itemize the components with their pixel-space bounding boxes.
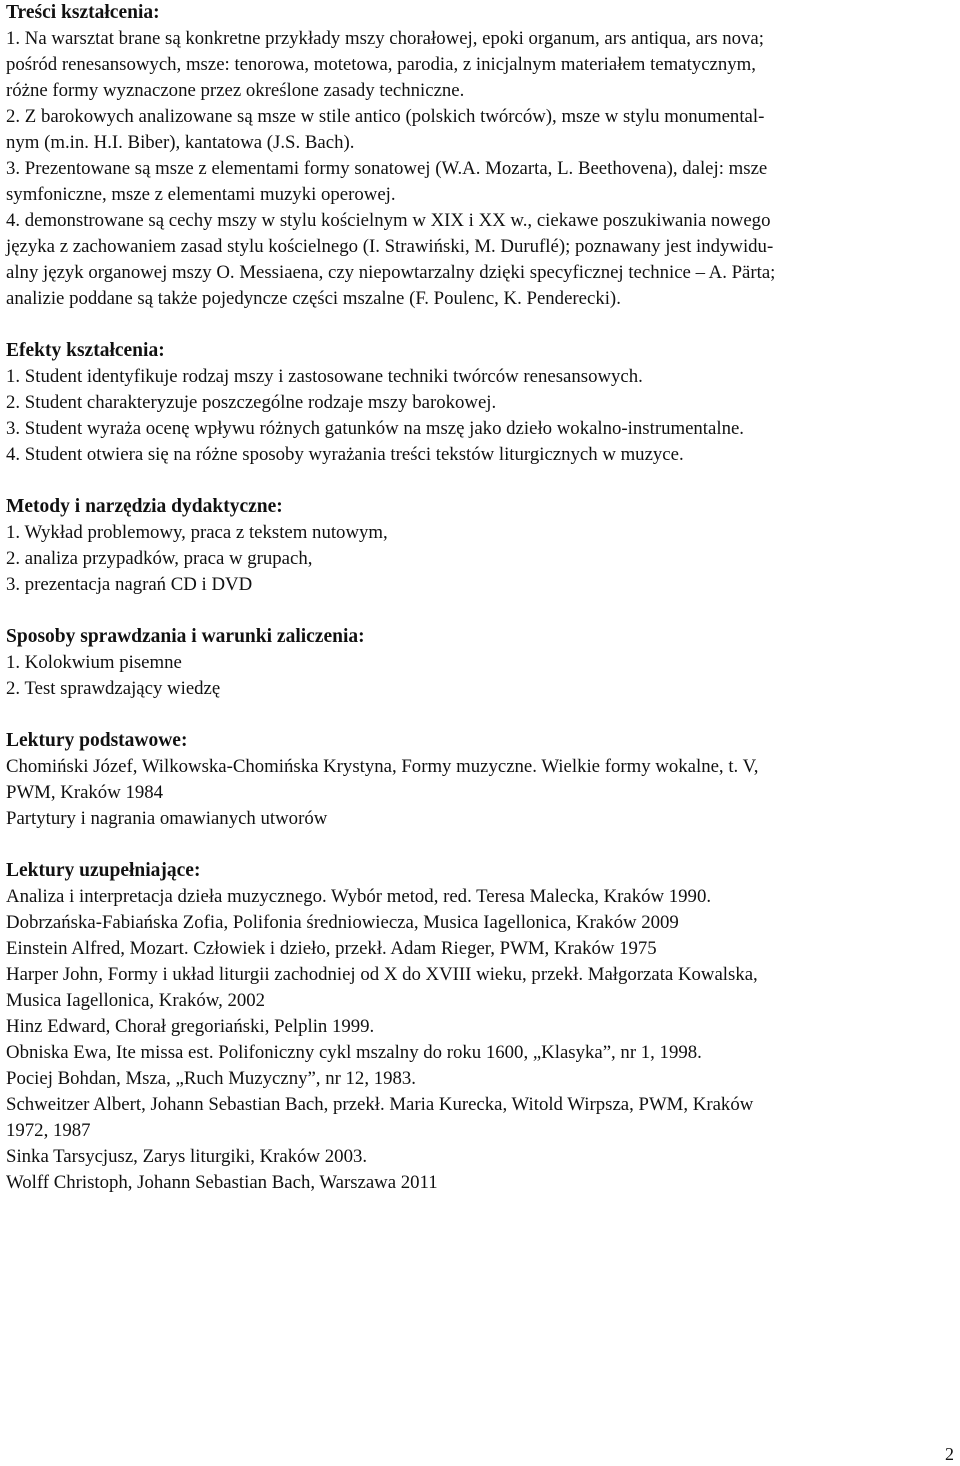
bibliography-entry: 1972, 1987 bbox=[6, 1120, 91, 1141]
text-line: pośród renesansowych, msze: tenorowa, motetowa, parodia, z inicjalnym materiałem tematycznym, bbox=[6, 54, 756, 75]
page-number: 2 bbox=[945, 1444, 954, 1464]
bibliography-entry: Chomiński Józef, Wilkowska-Chomińska Krystyna, Formy muzyczne. Wielkie formy wokalne, t. V, bbox=[6, 756, 759, 777]
text-line: 1. Na warsztat brane są konkretne przykłady mszy chorałowej, epoki organum, ars antiqua, ars nova; bbox=[6, 28, 764, 49]
text-line: języka z zachowaniem zasad stylu kościelnego (I. Strawiński, M. Duruflé); poznawany jest indywidu- bbox=[6, 236, 774, 257]
text-line: 4. demonstrowane są cechy mszy w stylu kościelnym w XIX i XX w., ciekawe poszukiwania nowego bbox=[6, 210, 771, 231]
section-heading: Treści kształcenia: bbox=[6, 2, 160, 23]
bibliography-entry: PWM, Kraków 1984 bbox=[6, 782, 164, 803]
list-item: 1. Student identyfikuje rodzaj mszy i zastosowane techniki twórców renesansowych. bbox=[6, 366, 643, 387]
section-heading: Metody i narzędzia dydaktyczne: bbox=[6, 496, 283, 517]
section-metody-i-narzedzia bbox=[6, 494, 954, 598]
section-sposoby-sprawdzania bbox=[6, 624, 954, 702]
bibliography-entry: Obniska Ewa, Ite missa est. Polifoniczny cykl mszalny do roku 1600, „Klasyka”, nr 1, 1998. bbox=[6, 1042, 702, 1063]
bibliography-entry: Einstein Alfred, Mozart. Człowiek i dzieło, przekł. Adam Rieger, PWM, Kraków 1975 bbox=[6, 938, 657, 959]
text-line: 2. Z barokowych analizowane są msze w stile antico (polskich twórców), msze w stylu monumental- bbox=[6, 106, 765, 127]
section-heading: Lektury uzupełniające: bbox=[6, 860, 201, 881]
text-line: alny język organowej mszy O. Messiaena, czy niepowtarzalny dzięki specyficznej technice – A. Pärta; bbox=[6, 262, 776, 283]
section-efekty-ksztalcenia bbox=[6, 338, 954, 468]
bibliography-entry: Harper John, Formy i układ liturgii zachodniej od X do XVIII wieku, przekł. Małgorzata Kowalska, bbox=[6, 964, 758, 985]
text-line: różne formy wyznaczone przez określone zasady techniczne. bbox=[6, 80, 465, 101]
bibliography-entry: Analiza i interpretacja dzieła muzycznego. Wybór metod, red. Teresa Malecka, Kraków 1990. bbox=[6, 886, 712, 907]
text-line: 3. Prezentowane są msze z elementami formy sonatowej (W.A. Mozarta, L. Beethovena), dalej: msze bbox=[6, 158, 768, 179]
bibliography-entry: Musica Iagellonica, Kraków, 2002 bbox=[6, 990, 266, 1011]
list-item: 2. Student charakteryzuje poszczególne rodzaje mszy barokowej. bbox=[6, 392, 497, 413]
bibliography-entry: Partytury i nagrania omawianych utworów bbox=[6, 808, 328, 829]
text-line: symfoniczne, msze z elementami muzyki operowej. bbox=[6, 184, 396, 205]
section-tresci-ksztalcenia bbox=[6, 0, 954, 312]
section-heading: Lektury podstawowe: bbox=[6, 730, 188, 751]
bibliography-entry: Schweitzer Albert, Johann Sebastian Bach, przekł. Maria Kurecka, Witold Wirpsza, PWM, Kraków bbox=[6, 1094, 754, 1115]
text-line: analizie poddane są także pojedyncze części mszalne (F. Poulenc, K. Penderecki). bbox=[6, 288, 621, 309]
document-page bbox=[6, 0, 954, 1196]
list-item: 4. Student otwiera się na różne sposoby wyrażania treści tekstów liturgicznych w muzyce. bbox=[6, 444, 684, 465]
bibliography-entry: Hinz Edward, Chorał gregoriański, Pelplin 1999. bbox=[6, 1016, 375, 1037]
bibliography-entry: Pociej Bohdan, Msza, „Ruch Muzyczny”, nr 12, 1983. bbox=[6, 1068, 416, 1089]
list-item: 3. prezentacja nagrań CD i DVD bbox=[6, 574, 253, 595]
bibliography-entry: Wolff Christoph, Johann Sebastian Bach, Warszawa 2011 bbox=[6, 1172, 438, 1193]
list-item: 2. Test sprawdzający wiedzę bbox=[6, 678, 221, 699]
bibliography-entry: Dobrzańska-Fabiańska Zofia, Polifonia średniowiecza, Musica Iagellonica, Kraków 2009 bbox=[6, 912, 679, 933]
section-lektury-podstawowe bbox=[6, 728, 954, 832]
bibliography-entry: Sinka Tarsycjusz, Zarys liturgiki, Kraków 2003. bbox=[6, 1146, 368, 1167]
list-item: 1. Kolokwium pisemne bbox=[6, 652, 182, 673]
list-item: 3. Student wyraża ocenę wpływu różnych gatunków na mszę jako dzieło wokalno-instrumentalne. bbox=[6, 418, 744, 439]
section-heading: Efekty kształcenia: bbox=[6, 340, 165, 361]
section-heading: Sposoby sprawdzania i warunki zaliczenia: bbox=[6, 626, 365, 647]
text-line: nym (m.in. H.I. Biber), kantatowa (J.S. Bach). bbox=[6, 132, 355, 153]
section-lektury-uzupelniajace bbox=[6, 858, 954, 1196]
list-item: 2. analiza przypadków, praca w grupach, bbox=[6, 548, 313, 569]
list-item: 1. Wykład problemowy, praca z tekstem nutowym, bbox=[6, 522, 388, 543]
